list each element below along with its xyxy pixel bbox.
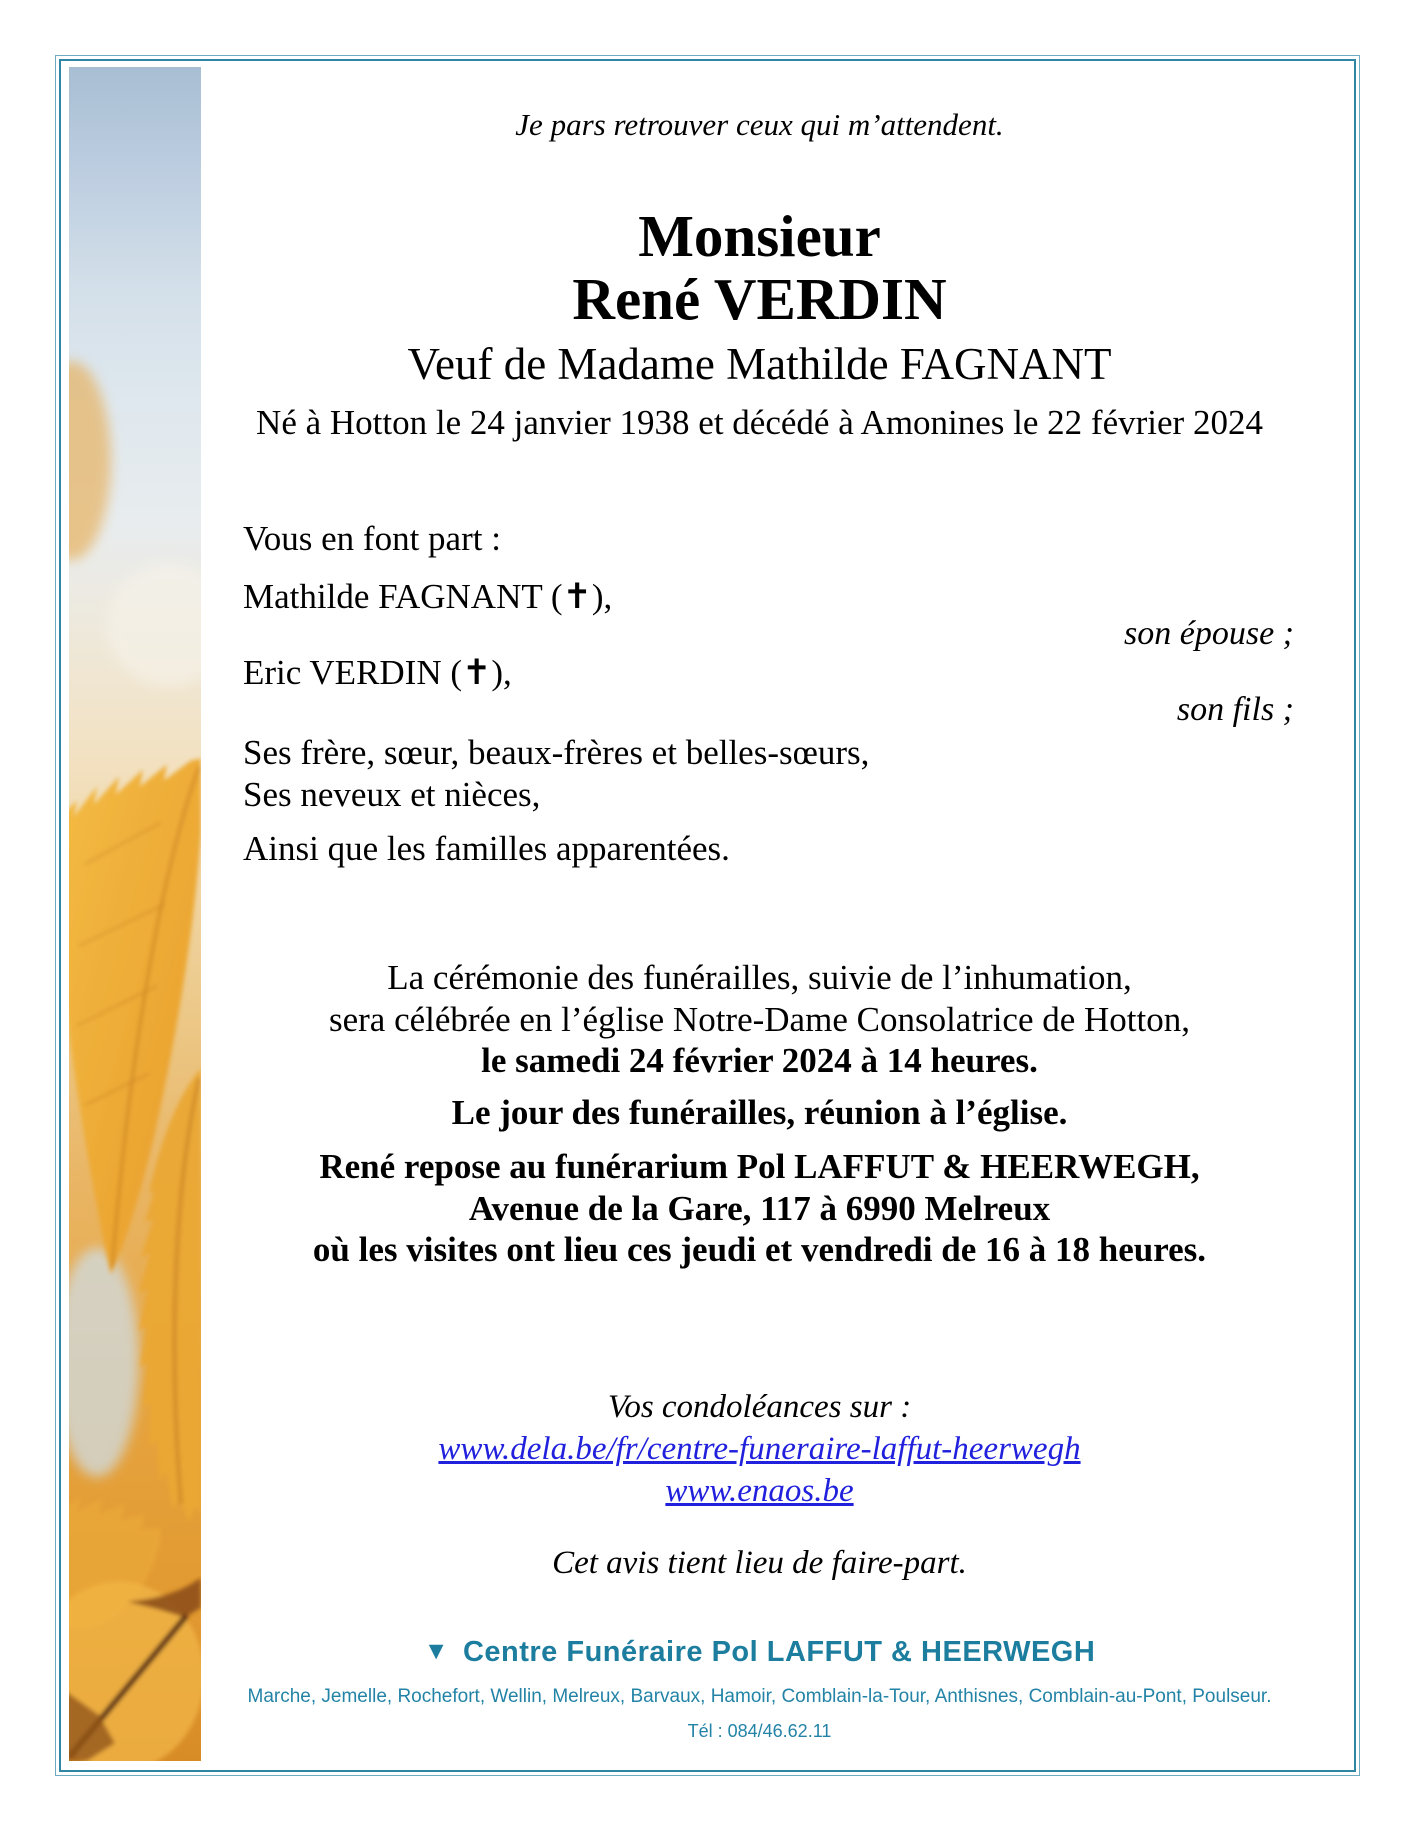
- condolences-label: Vos condoléances sur :: [607, 1388, 912, 1425]
- funeral-home-name-line: [217, 1636, 1302, 1669]
- repose-paragraph: [217, 1146, 1302, 1271]
- funeral-home-footer: [217, 1636, 1302, 1742]
- faire-part-notice: Cet avis tient lieu de faire-part.: [552, 1544, 967, 1581]
- opening-quote: Je pars retrouver ceux qui m’attendent.: [515, 107, 1004, 142]
- page-border-inner: [59, 59, 1356, 1772]
- repose-line-3: où les visites ont lieu ces jeudi et vendredi de 16 à 18 heures.: [312, 1230, 1207, 1270]
- funeral-home-locations: Marche, Jemelle, Rochefort, Wellin, Melreux, Barvaux, Hamoir, Comblain-la-Tour, Anthisnes, Comblain-au-Pont, Poulseur.: [247, 1685, 1272, 1707]
- ceremony-date-line: le samedi 24 février 2024 à 14 heures.: [481, 1041, 1038, 1081]
- funeral-home-phone: Tél : 084/46.62.11: [687, 1720, 832, 1741]
- relative-relation-son: son fils ;: [1176, 690, 1294, 728]
- autumn-leaves-photo: [69, 67, 201, 1761]
- triangle-logo-icon: ▼: [423, 1636, 449, 1665]
- birth-death-line: Né à Hotton le 24 janvier 1938 et décédé à Amonines le 22 février 2024: [256, 403, 1263, 443]
- condolences-link-dela[interactable]: www.dela.be/fr/centre-funeraire-laffut-heerwegh: [438, 1430, 1081, 1467]
- page-border: [55, 55, 1360, 1776]
- ceremony-line-1: La cérémonie des funérailles, suivie de l’inhumation,: [387, 958, 1132, 997]
- notice-content: [207, 61, 1354, 1770]
- condolences-block: [217, 1387, 1302, 1513]
- funeral-home-name: Centre Funéraire Pol LAFFUT & HEERWEGH: [462, 1635, 1096, 1668]
- title-civility: Monsieur: [638, 203, 881, 269]
- deceased-name: René VERDIN: [572, 265, 947, 332]
- related-families-line: Ainsi que les familles apparentées.: [243, 829, 730, 868]
- family-lines: [217, 732, 1302, 815]
- widower-subtitle: Veuf de Madame Mathilde FAGNANT: [407, 339, 1112, 390]
- relative-relation-spouse: son épouse ;: [1124, 615, 1294, 653]
- repose-line-1: René repose au funérarium Pol LAFFUT & HEERWEGH,: [319, 1146, 1200, 1186]
- meeting-line: Le jour des funérailles, réunion à l’église.: [451, 1092, 1068, 1132]
- ceremony-paragraph: [217, 957, 1302, 1082]
- relative-name-spouse: Mathilde FAGNANT (✝),: [243, 577, 613, 617]
- repose-line-2: Avenue de la Gare, 117 à 6990 Melreux: [468, 1188, 1051, 1228]
- relative-name-son: Eric VERDIN (✝),: [243, 652, 512, 692]
- announcement-intro: Vous en font part :: [243, 519, 501, 559]
- condolences-link-enaos[interactable]: www.enaos.be: [665, 1472, 854, 1509]
- family-line-siblings: Ses frère, sœur, beaux-frères et belles-sœurs,: [243, 733, 870, 773]
- family-line-nephews: Ses neveux et nièces,: [243, 774, 541, 814]
- ceremony-line-2: sera célébrée en l’église Notre-Dame Consolatrice de Hotton,: [328, 999, 1191, 1039]
